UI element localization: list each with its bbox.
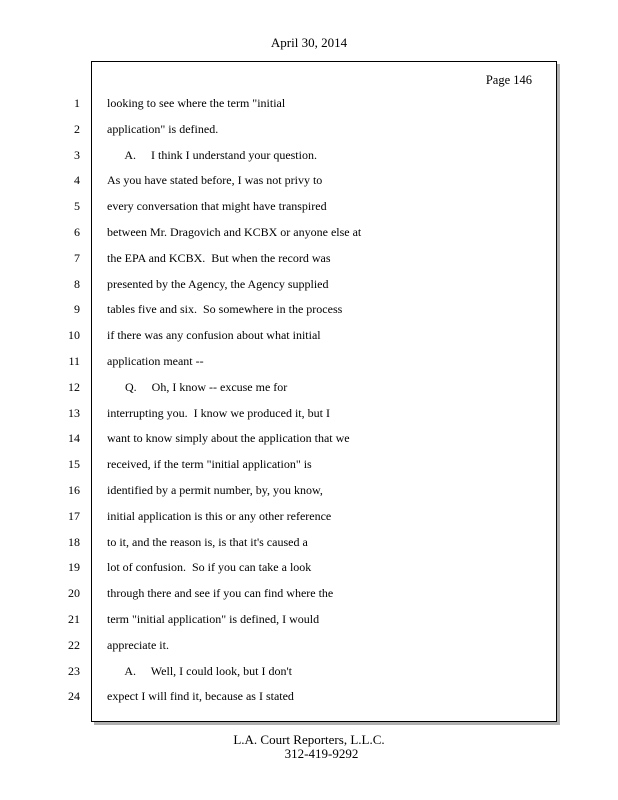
line-number-column — [0, 0, 91, 800]
footer-company: L.A. Court Reporters, L.L.C. — [233, 732, 385, 747]
transcript-line: through there and see if you can find where the — [107, 586, 334, 600]
line-number: 19 — [68, 560, 80, 574]
transcript-line: between Mr. Dragovich and KCBX or anyone else at — [107, 225, 362, 239]
line-number: 10 — [68, 328, 80, 342]
transcript-line: received, if the term "initial application" is — [107, 457, 312, 471]
line-number: 24 — [68, 689, 80, 703]
transcript-line: Q. Oh, I know -- excuse me for — [107, 380, 288, 394]
transcript-line: want to know simply about the application that we — [107, 431, 350, 445]
transcript-line: interrupting you. I know we produced it, but I — [107, 406, 330, 420]
transcript-line: appreciate it. — [107, 638, 169, 652]
line-number: 7 — [74, 251, 80, 265]
line-number: 5 — [74, 199, 80, 213]
transcript-line: presented by the Agency, the Agency supplied — [107, 277, 329, 291]
transcript-line: tables five and six. So somewhere in the process — [107, 302, 343, 316]
line-number: 8 — [74, 277, 80, 291]
transcript-line: every conversation that might have transpired — [107, 199, 327, 213]
line-number: 16 — [68, 483, 80, 497]
transcript-line: term "initial application" is defined, I would — [107, 612, 320, 626]
transcript-line: initial application is this or any other reference — [107, 509, 332, 523]
transcript-line: if there was any confusion about what initial — [107, 328, 321, 342]
transcript-line: application" is defined. — [107, 122, 219, 136]
transcript-line: A. I think I understand your question. — [107, 148, 317, 162]
line-number: 2 — [74, 122, 80, 136]
transcript-line: As you have stated before, I was not privy to — [107, 173, 323, 187]
transcript-line: lot of confusion. So if you can take a look — [107, 560, 312, 574]
line-number: 23 — [68, 664, 80, 678]
line-number: 15 — [68, 457, 80, 471]
line-number: 4 — [74, 173, 80, 187]
line-number: 3 — [74, 148, 80, 162]
line-number: 20 — [68, 586, 80, 600]
line-number: 21 — [68, 612, 80, 626]
footer-phone: 312-419-9292 — [284, 746, 359, 761]
transcript-date: April 30, 2014 — [270, 35, 348, 50]
line-number: 18 — [68, 535, 80, 549]
transcript-line: expect I will find it, because as I stated — [107, 689, 294, 703]
transcript-line: looking to see where the term "initial — [107, 96, 286, 110]
transcript-line: to it, and the reason is, is that it's caused a — [107, 535, 308, 549]
line-number: 9 — [74, 302, 80, 316]
transcript-line: A. Well, I could look, but I don't — [107, 664, 292, 678]
transcript-text — [107, 0, 547, 800]
line-number: 1 — [74, 96, 80, 110]
line-number: 17 — [68, 509, 80, 523]
transcript-line: the EPA and KCBX. But when the record was — [107, 251, 331, 265]
line-number: 6 — [74, 225, 80, 239]
line-number: 13 — [68, 406, 80, 420]
page-number: Page 146 — [485, 73, 532, 87]
transcript-line: identified by a permit number, by, you know, — [107, 483, 323, 497]
line-number: 22 — [68, 638, 80, 652]
transcript-line: application meant -- — [107, 354, 204, 368]
line-number: 14 — [68, 431, 80, 445]
line-number: 11 — [68, 354, 80, 368]
line-number: 12 — [68, 380, 80, 394]
